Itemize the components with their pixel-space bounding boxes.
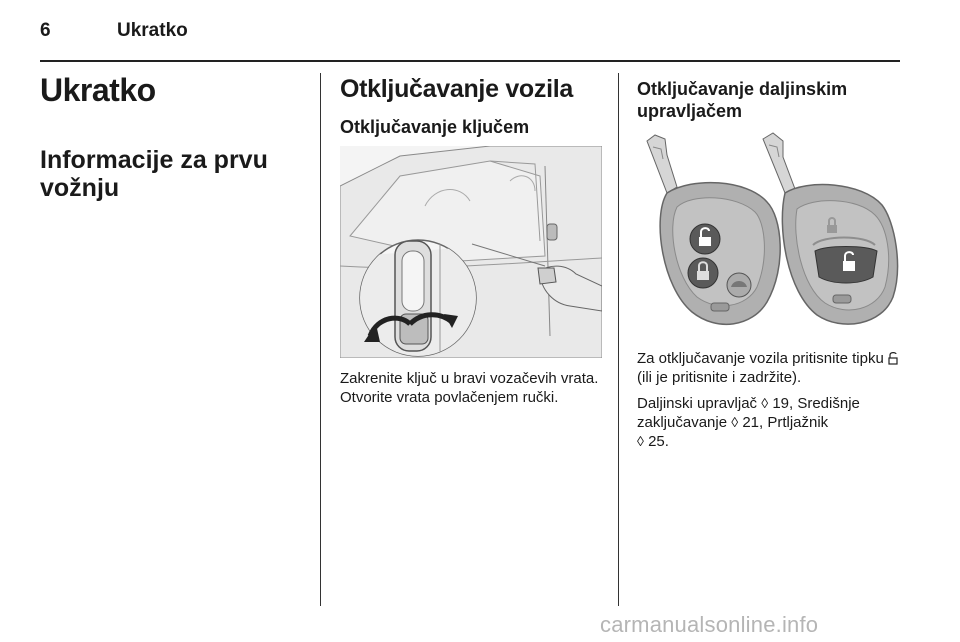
unlocking-vehicle-heading: Otključavanje vozila: [340, 75, 573, 103]
xref-text: , Središnje zaključavanje: [637, 395, 860, 431]
xref-page-link[interactable]: 19: [772, 395, 789, 412]
xref-text: .: [664, 433, 669, 450]
cross-references: [637, 394, 901, 451]
xref-page-link[interactable]: 21: [742, 414, 759, 431]
xref-text: Daljinski upravljač: [637, 395, 762, 412]
unlock-with-key-heading: Otključavanje ključem: [340, 117, 530, 137]
remote-unlock-text-start: Za otključavanje vozila pritisnite tipku: [637, 350, 888, 367]
remote-unlock-heading: Otključavanje daljinskim upravljačem: [637, 79, 848, 121]
xref-page-link[interactable]: 25: [648, 433, 665, 450]
column-divider-left: [320, 73, 321, 606]
unlock-icon: [888, 351, 898, 365]
remote-key-illustration: [637, 127, 899, 337]
xref-text: , Prtljažnik: [759, 414, 829, 431]
page-reference-icon: ◊: [761, 395, 769, 411]
header-rule: [40, 60, 900, 62]
chapter-title: Ukratko: [40, 72, 156, 108]
page-number: 6: [40, 20, 51, 41]
page-reference-icon: ◊: [637, 433, 644, 449]
remote-unlock-text: [637, 349, 905, 387]
door-key-illustration: [340, 146, 602, 358]
section-title: Informacije za prvu vožnju: [40, 146, 268, 202]
running-header-title: Ukratko: [117, 20, 188, 41]
watermark: carmanualsonline.info: [600, 612, 819, 637]
page-reference-icon: ◊: [731, 414, 739, 430]
remote-unlock-text-end: (ili je pritisnite i zadržite).: [637, 369, 802, 386]
unlock-with-key-text: Zakrenite ključ u bravi vozačevih vrata. Otvorite vrata povlačenjem ručki.: [340, 370, 599, 406]
column-divider-right: [618, 73, 619, 606]
